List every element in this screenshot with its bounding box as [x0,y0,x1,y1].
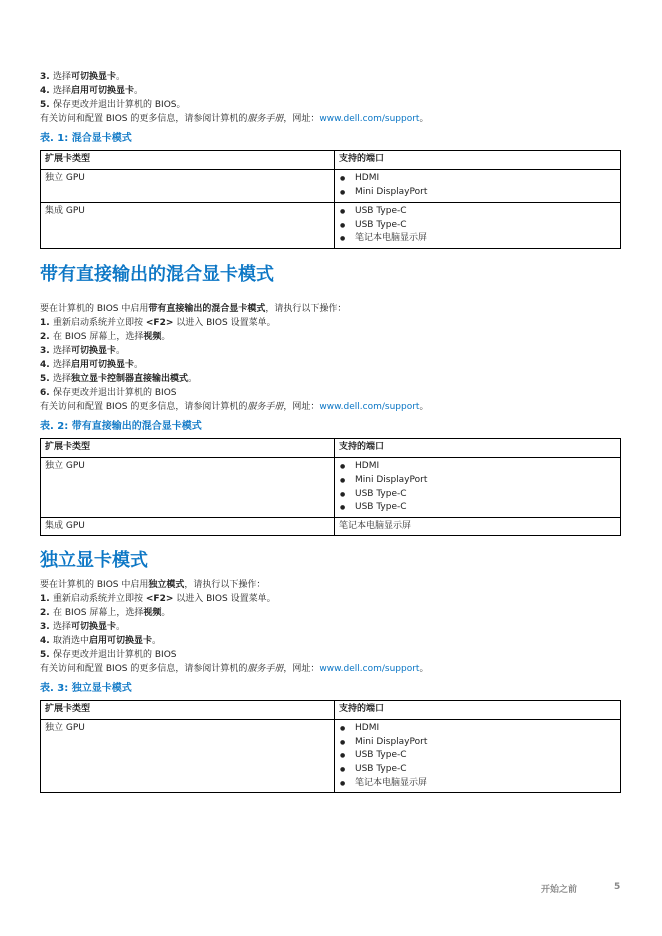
table-row [41,203,621,249]
header-supported-ports: 支持的端口 [335,700,621,719]
cell-ports [335,458,621,518]
step-item: 6. 保存更改并退出计算机的 BIOS [40,388,177,399]
step-item: 1. 重新启动系统并立即按 <F2> 以进入 BIOS 设置菜单。 [40,593,276,604]
table-caption: 表. 3: 独立显卡模式 [40,682,132,694]
step-item: 3. 选择可切换显卡。 [40,621,126,632]
table-row [41,170,621,203]
cell-ports: 笔记本电脑显示屏 [335,517,621,535]
cell-card-type: 独立 GPU [41,719,335,793]
list-item: ● 笔记本电脑显示屏 [339,777,616,791]
cell-card-type: 集成 GPU [41,203,335,249]
step-item: 5. 保存更改并退出计算机的 BIOS [40,649,177,660]
intro-steps [40,70,621,112]
header-card-type: 扩展卡类型 [41,151,335,170]
list-item: ● USB Type-C [339,749,616,763]
table-discrete-graphics [40,700,621,794]
step-item: 4. 选择启用可切换显卡。 [40,86,144,96]
info-text: 有关访问和配置 BIOS 的更多信息，请参阅计算机的服务手册，网址：www.dell.com/support。 [40,663,429,674]
table-hybrid-graphics [40,150,621,249]
info-text: 有关访问和配置 BIOS 的更多信息，请参阅计算机的服务手册，网址：www.dell.com/support。 [40,402,429,413]
step-item: 3. 选择可切换显卡。 [40,72,126,82]
list-item: ● USB Type-C [339,501,616,515]
page-number: 5 [614,882,621,892]
table-caption: 表. 2: 带有直接输出的混合显卡模式 [40,421,202,433]
section3-steps [40,592,621,662]
cell-card-type: 集成 GPU [41,517,335,535]
lead-text: 要在计算机的 BIOS 中启用带有直接输出的混合显卡模式，请执行以下操作： [40,304,347,315]
cell-card-type: 独立 GPU [41,170,335,203]
step-item: 2. 在 BIOS 屏幕上，选择视频。 [40,607,171,618]
section-heading: 带有直接输出的混合显卡模式 [40,264,274,286]
section2-steps [40,316,621,400]
table-header-row [41,700,621,719]
list-item: ● 笔记本电脑显示屏 [339,232,616,246]
list-item: ● HDMI [339,722,616,736]
cell-card-type: 独立 GPU [41,458,335,518]
support-link[interactable]: www.dell.com/support [319,663,420,674]
list-item: ● Mini DisplayPort [339,474,616,488]
info-text: 有关访问和配置 BIOS 的更多信息，请参阅计算机的服务手册，网址：www.dell.com/support。 [40,114,429,124]
table-row [41,458,621,518]
cell-ports [335,170,621,203]
list-item: ● USB Type-C [339,205,616,219]
step-item: 1. 重新启动系统并立即按 <F2> 以进入 BIOS 设置菜单。 [40,318,276,329]
list-item: ● USB Type-C [339,488,616,502]
support-link[interactable]: www.dell.com/support [319,114,420,124]
header-supported-ports: 支持的端口 [335,439,621,458]
support-link[interactable]: www.dell.com/support [319,402,420,413]
step-item: 4. 选择启用可切换显卡。 [40,360,144,371]
list-item: ● USB Type-C [339,219,616,233]
table-header-row [41,151,621,170]
page-body [40,70,621,793]
section-heading: 独立显卡模式 [40,549,148,571]
header-supported-ports: 支持的端口 [335,151,621,170]
cell-ports [335,203,621,249]
cell-ports [335,719,621,793]
footer-section-title: 开始之前 [541,885,578,895]
list-item: ● HDMI [339,460,616,474]
table-row [41,517,621,535]
table-row [41,719,621,793]
table-header-row [41,439,621,458]
step-item: 2. 在 BIOS 屏幕上，选择视频。 [40,332,171,343]
step-item: 3. 选择可切换显卡。 [40,346,126,357]
header-card-type: 扩展卡类型 [41,439,335,458]
table-caption: 表. 1: 混合显卡模式 [40,133,132,144]
list-item: ● USB Type-C [339,763,616,777]
step-item: 5. 保存更改并退出计算机的 BIOS。 [40,100,186,110]
list-item: ● Mini DisplayPort [339,186,616,200]
lead-text: 要在计算机的 BIOS 中启用独立模式，请执行以下操作： [40,579,266,590]
header-card-type: 扩展卡类型 [41,700,335,719]
step-item: 4. 取消选中启用可切换显卡。 [40,635,162,646]
step-item: 5. 选择独立显卡控制器直接输出模式。 [40,374,198,385]
table-hybrid-direct-output [40,438,621,536]
list-item: ● Mini DisplayPort [339,736,616,750]
list-item: ● HDMI [339,172,616,186]
